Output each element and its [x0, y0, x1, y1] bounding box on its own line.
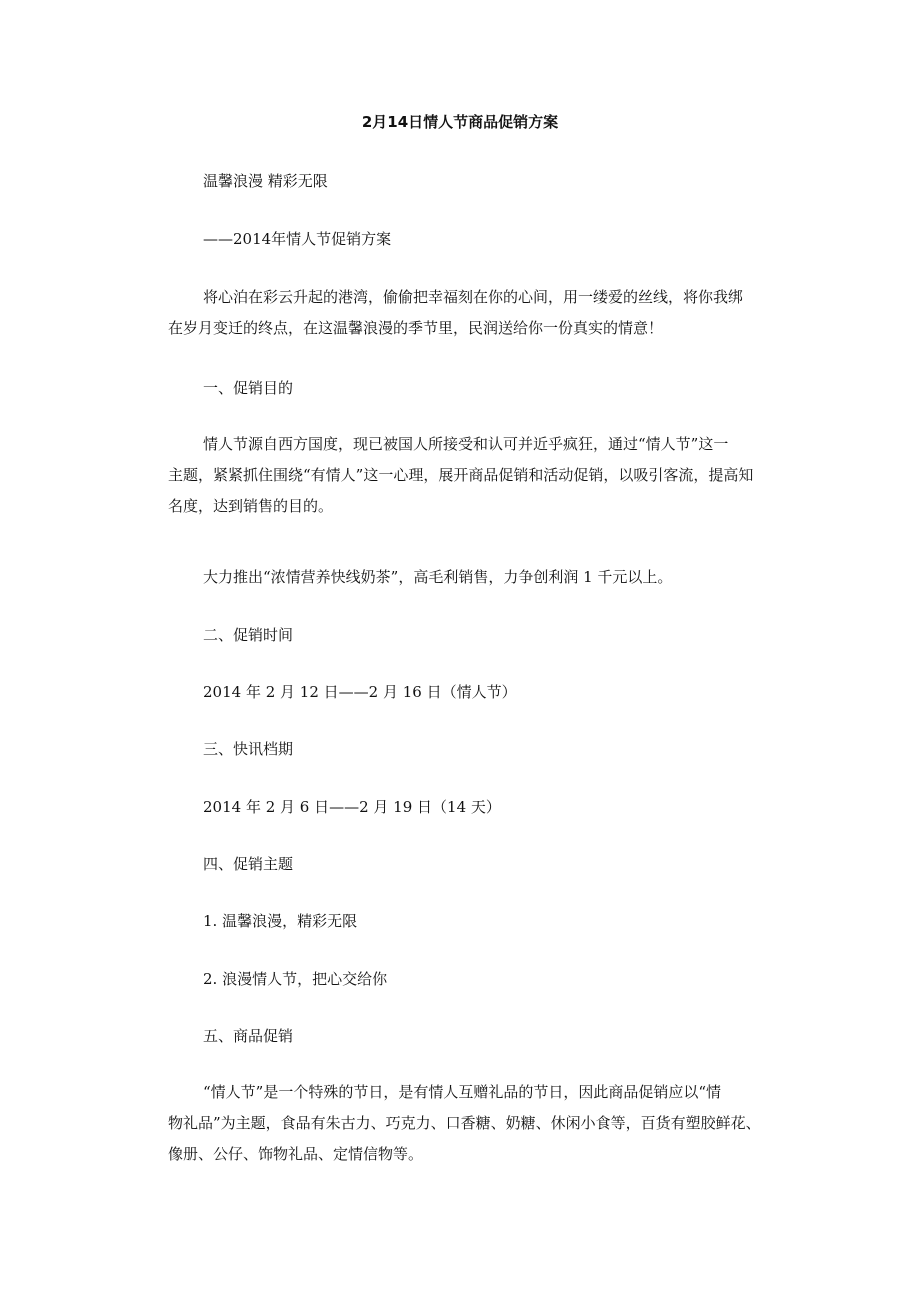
- flyer-period: 2014 年 2 月 6 日——2 月 19 日（14 天）: [203, 798, 501, 816]
- section-heading-purpose: 一、促销目的: [203, 379, 294, 397]
- document-title: 2月14日情人节商品促销方案: [361, 113, 559, 131]
- subtitle: ——2014年情人节促销方案: [203, 230, 392, 248]
- slogan: 温馨浪漫 精彩无限: [203, 172, 328, 190]
- intro-line: 将心泊在彩云升起的港湾，偷偷把幸福刻在你的心间，用一缕爱的丝线，将你我绑: [203, 288, 744, 306]
- purpose-line: 主题，紧紧抓住围绕“有情人”这一心理，展开商品促销和活动促销，以吸引客流，提高知: [168, 466, 754, 484]
- purpose-paragraph: [168, 433, 788, 517]
- intro-paragraph: [168, 286, 788, 339]
- sales-goal: 大力推出“浓情营养快线奶茶”，高毛利销售，力争创利润 1 千元以上。: [203, 568, 673, 586]
- purpose-line: 情人节源自西方国度，现已被国人所接受和认可并近乎疯狂，通过“情人节”这一: [203, 435, 729, 453]
- section-heading-theme: 四、促销主题: [203, 855, 294, 873]
- promotion-period: 2014 年 2 月 12 日——2 月 16 日（情人节）: [203, 683, 517, 701]
- section-heading-flyer: 三、快讯档期: [203, 740, 294, 758]
- theme-item: 1. 温馨浪漫，精彩无限: [203, 912, 358, 930]
- purpose-line: 名度，达到销售的目的。: [168, 497, 334, 515]
- products-line: 像册、公仔、饰物礼品、定情信物等。: [168, 1145, 424, 1163]
- products-paragraph: [168, 1081, 788, 1165]
- section-heading-products: 五、商品促销: [203, 1027, 294, 1045]
- products-line: “情人节”是一个特殊的节日，是有情人互赠礼品的节日，因此商品促销应以“情: [203, 1083, 722, 1101]
- theme-item: 2. 浪漫情人节，把心交给你: [203, 970, 388, 988]
- intro-line: 在岁月变迁的终点，在这温馨浪漫的季节里，民润送给你一份真实的情意！: [168, 319, 664, 337]
- section-heading-time: 二、促销时间: [203, 626, 294, 644]
- products-line: 物礼品”为主题，食品有朱古力、巧克力、口香糖、奶糖、休闲小食等，百货有塑胶鲜花、: [168, 1114, 761, 1132]
